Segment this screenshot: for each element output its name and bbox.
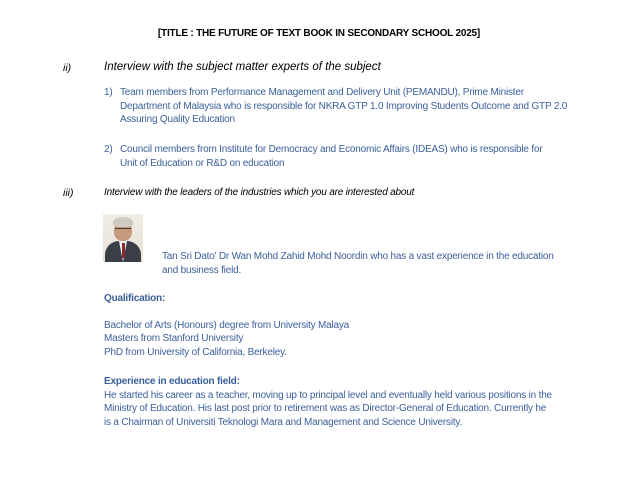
qualification-item: PhD from University of California, Berkeley. [104,346,287,358]
list-line: Team members from Performance Management and Delivery Unit (PEMANDU), Prime Minister [120,87,524,98]
experience-line: Ministry of Education. His last post prior to retirement was as Director-General of Education. Currently he [104,403,547,414]
expert-list-item-1 [104,86,604,127]
list-number: 1) [104,87,113,98]
document-title: [TITLE : THE FUTURE OF TEXT BOOK IN SECONDARY SCHOOL 2025] [157,28,481,39]
section-iii-heading: Interview with the leaders of the industries which you are interested about [104,187,415,198]
qualification-item: Bachelor of Arts (Honours) degree from University Malaya [104,319,350,331]
experience-label: Experience in education field: [104,376,240,387]
experience-section [104,375,604,429]
section-ii-heading: Interview with the subject matter experts of the subject [104,61,381,73]
section-ii-numeral: ii) [63,62,72,74]
experience-line: is a Chairman of Universiti Teknologi Mara and Management and Science University. [104,416,463,428]
list-number: 2) [104,144,113,155]
expert-list-item-2 [104,143,604,170]
qualification-label: Qualification: [104,293,166,304]
qualification-section [104,292,604,359]
bio-line: Tan Sri Dato' Dr Wan Mohd Zahid Mohd Noordin who has a vast experience in the education [162,251,554,262]
list-line: Council members from Institute for Democracy and Economic Affairs (IDEAS) who is responsible for [120,144,543,155]
experience-line: He started his career as a teacher, moving up to principal level and eventually held various positions in the [104,389,552,401]
section-iii-numeral: iii) [63,187,74,199]
portrait-photo [103,214,143,262]
list-line: Assuring Quality Education [120,114,235,125]
bio-line: and business field. [162,264,242,276]
list-line: Unit of Education or R&D on education [120,157,285,169]
list-line: Department of Malaysia who is responsible for NKRA GTP 1.0 Improving Students Outcome and GTP 2.0 [120,100,568,112]
profile-bio [162,250,602,277]
qualification-item: Masters from Stanford University [104,333,244,344]
